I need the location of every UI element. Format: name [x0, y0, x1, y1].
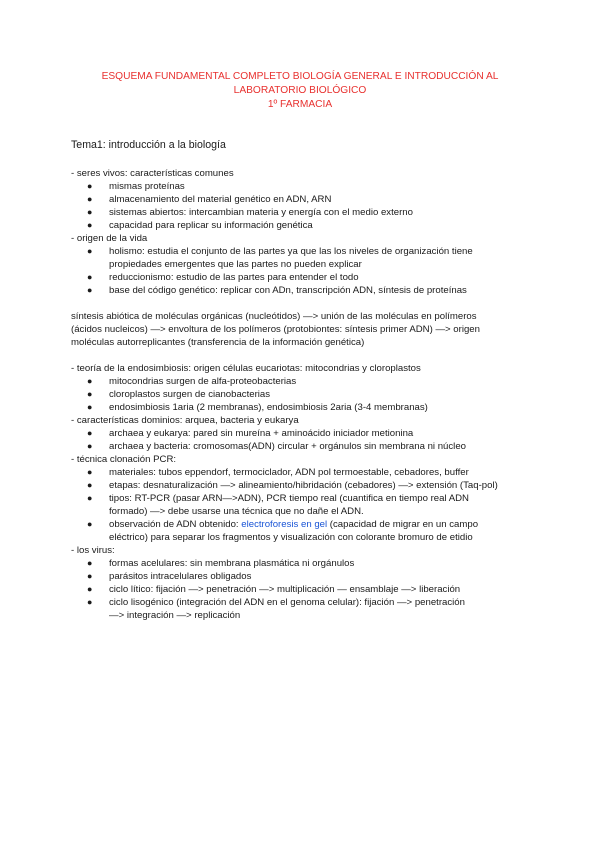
document-body	[71, 139, 541, 622]
title-line-2: LABORATORIO BIOLÓGICO	[233, 85, 367, 96]
bullet-icon: ●	[87, 285, 93, 295]
list-item: ● archaea y eukarya: pared sin mureína + aminoácido iniciador metionina	[87, 428, 414, 439]
list-item: ● base del código genético: replicar con ADn, transcripción ADN, síntesis de proteínas	[87, 285, 467, 296]
list-item: ● observación de ADN obtenido: electroforesis en gel (capacidad de migrar en un campo eléctrico) para separar los fragmentos y visualización con colorante bromuro de etidio	[87, 519, 479, 543]
bullet-icon: ●	[87, 376, 93, 386]
document-title	[60, 70, 540, 112]
bullet-icon: ●	[87, 220, 93, 230]
list-item: ● endosimbiosis 1aria (2 membranas), endosimbiosis 2aria (3-4 membranas)	[87, 402, 428, 413]
title-line-3: 1º FARMACIA	[267, 99, 333, 110]
list-item: ● sistemas abiertos: intercambian materia y energía con el medio externo	[87, 207, 413, 218]
bullet-icon: ●	[87, 571, 93, 581]
list-item: ● ciclo lítico: fijación —> penetración —> multiplicación — ensamblaje —> liberación	[87, 584, 461, 595]
bullet-icon: ●	[87, 558, 93, 568]
bullet-icon: ●	[87, 181, 93, 191]
bullet-icon: ●	[87, 272, 93, 282]
bullet-icon: ●	[87, 584, 93, 594]
bullet-icon: ●	[87, 519, 93, 529]
list-item: ● ciclo lisogénico (integración del ADN en el genoma celular): fijación —> penetración —> integración —> replicación	[87, 597, 465, 621]
list-item: ● materiales: tubos eppendorf, termociclador, ADN pol termoestable, cebadores, buffer	[87, 467, 469, 478]
list-item: ● mitocondrias surgen de alfa-proteobacterias	[87, 376, 297, 387]
list-item: ● reduccionismo: estudio de las partes para entender el todo	[87, 272, 359, 283]
section-heading-origen: - origen de la vida	[71, 233, 148, 244]
bullet-icon: ●	[87, 194, 93, 204]
section-heading-endosimbiosis: - teoría de la endosimbiosis: origen células eucariotas: mitocondrias y cloroplastos	[71, 363, 421, 374]
list-item: ● archaea y bacteria: cromosomas(ADN) circular + orgánulos sin membrana ni núcleo	[87, 441, 466, 452]
bullet-icon: ●	[87, 493, 93, 503]
bullet-icon: ●	[87, 428, 93, 438]
topic-heading: Tema1: introducción a la biología	[71, 139, 226, 151]
list-item: ● almacenamiento del material genético en ADN, ARN	[87, 194, 332, 205]
bullet-icon: ●	[87, 441, 93, 451]
bullet-icon: ●	[87, 389, 93, 399]
bullet-icon: ●	[87, 207, 93, 217]
section-heading-virus: - los virus:	[71, 545, 115, 556]
list-item: ● capacidad para replicar su información genética	[87, 220, 313, 231]
list-item: ● mismas proteínas	[87, 181, 185, 192]
section-heading-pcr: - técnica clonación PCR:	[71, 454, 177, 465]
list-item: ● formas acelulares: sin membrana plasmática ni orgánulos	[87, 558, 355, 569]
bullet-icon: ●	[87, 597, 93, 607]
section-heading-dominios: - características dominios: arquea, bacteria y eukarya	[71, 415, 299, 426]
bullet-icon: ●	[87, 467, 93, 477]
bullet-icon: ●	[87, 246, 93, 256]
paragraph-sintesis: síntesis abiótica de moléculas orgánicas (nucleótidos) —> unión de las moléculas en polímeros (ácidos nucleicos) —> envoltura de los polímeros (protobiontes: síntesis primer ADN) —> origen moléculas autorreplicantes (transferencia de la información genética)	[71, 311, 480, 348]
list-item: ● cloroplastos surgen de cianobacterias	[87, 389, 271, 400]
bullet-icon: ●	[87, 402, 93, 412]
section-heading-seres-vivos: - seres vivos: características comunes	[71, 168, 234, 179]
list-item: ● etapas: desnaturalización —> alineamiento/hibridación (cebadores) —> extensión (Taq-pol)	[87, 480, 498, 491]
electroforesis-link[interactable]: electroforesis en gel	[241, 519, 328, 530]
bullet-icon: ●	[87, 480, 93, 490]
list-item: ● parásitos intracelulares obligados	[87, 571, 252, 582]
title-line-1: ESQUEMA FUNDAMENTAL COMPLETO BIOLOGÍA GENERAL E INTRODUCCIÓN AL	[101, 71, 499, 82]
list-item: ● holismo: estudia el conjunto de las partes ya que las los niveles de organización tiene propiedades emergentes que las partes no pueden explicar	[87, 246, 473, 270]
list-item: ● tipos: RT-PCR (pasar ARN—>ADN), PCR tiempo real (cuantifica en tiempo real ADN formado) —> debe usarse una técnica que no dañe el ADN.	[87, 493, 469, 517]
